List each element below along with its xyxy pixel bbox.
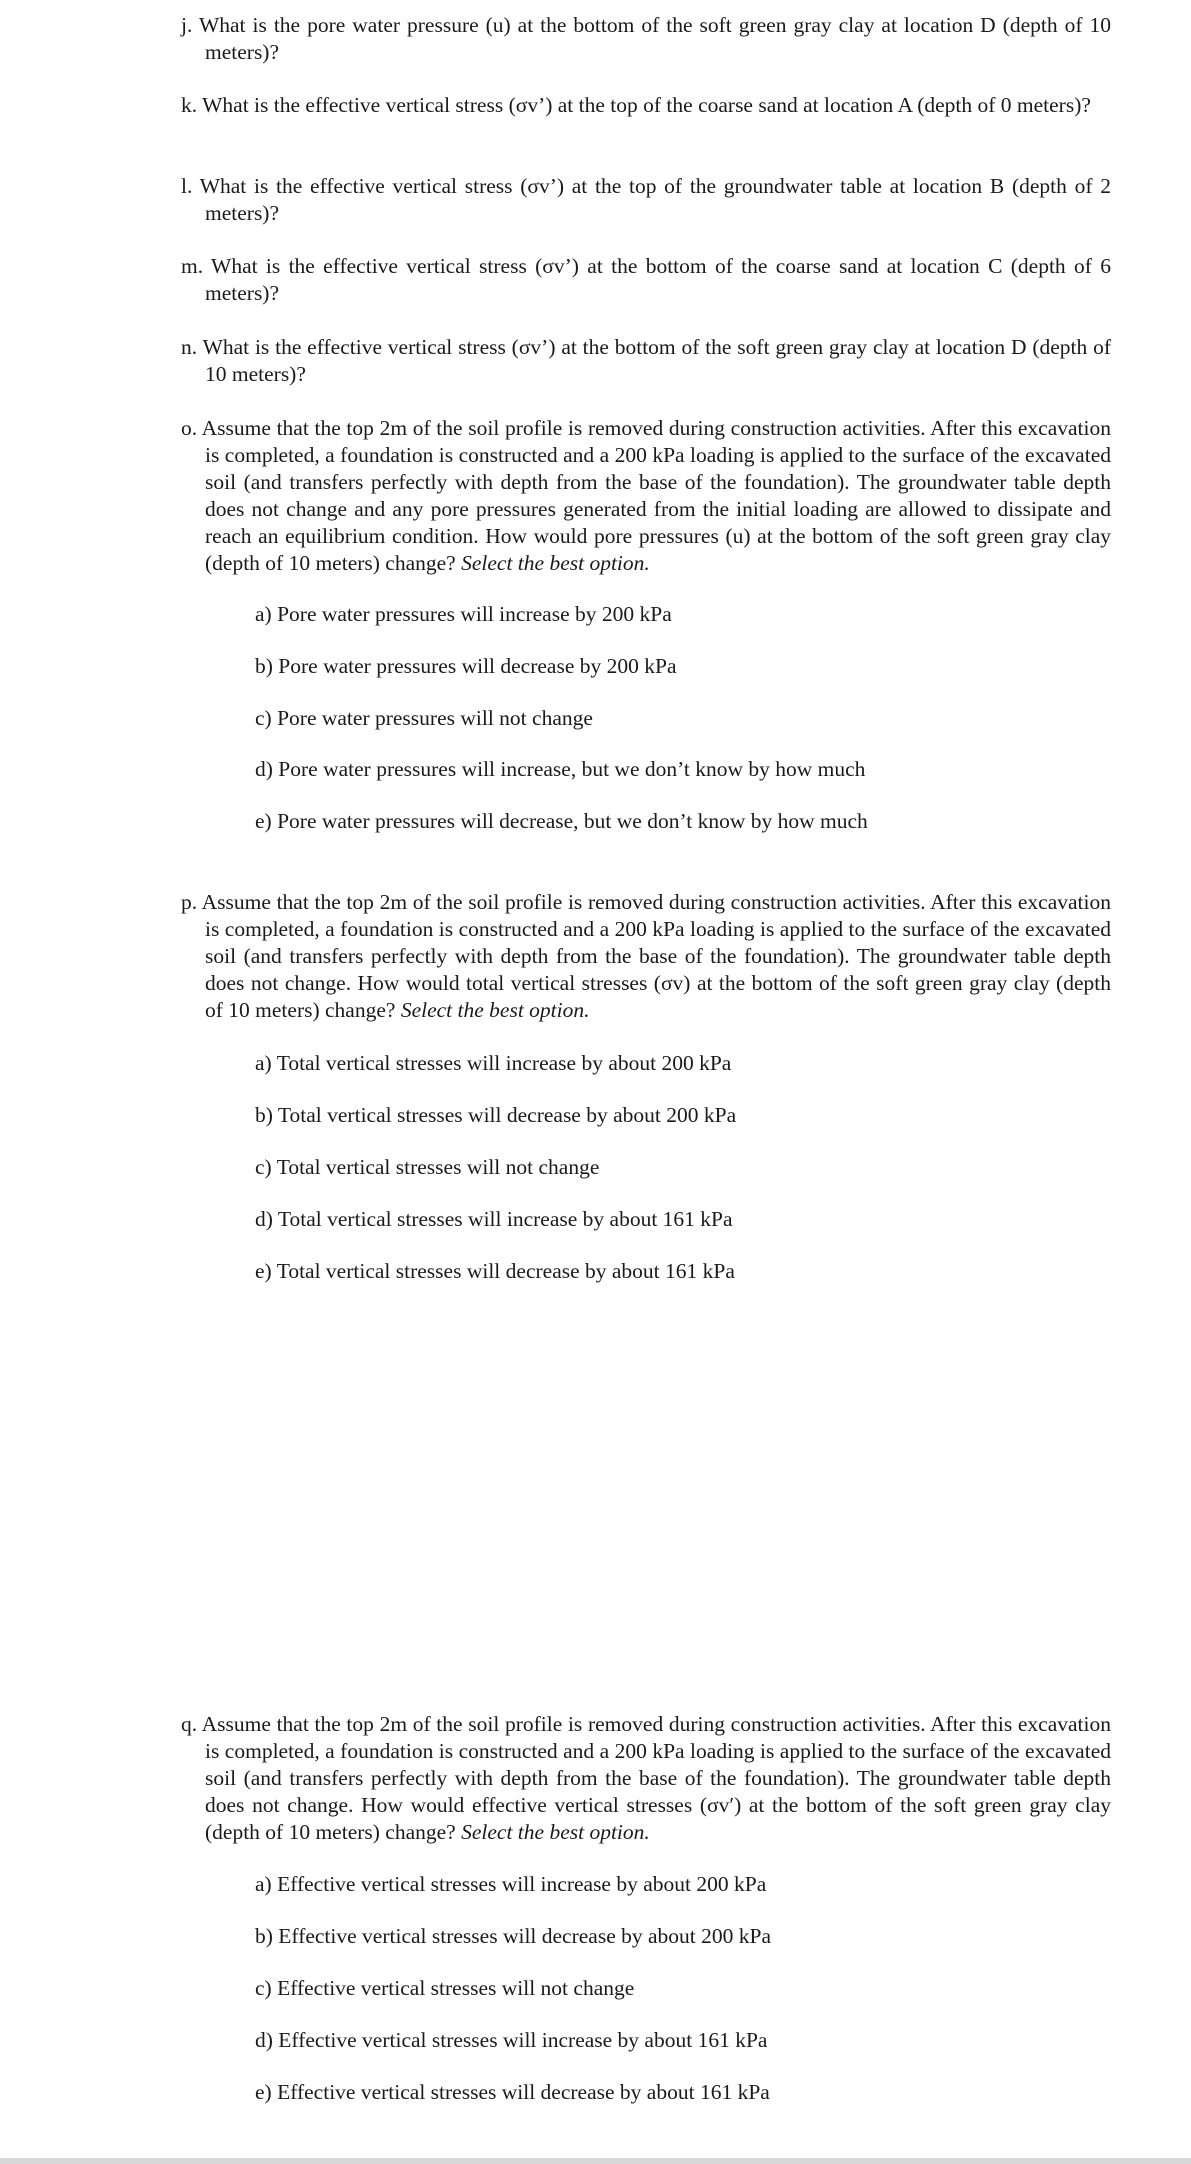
answer-option-a[interactable]: a) Total vertical stresses will increase by about 200 kPa [255,1051,732,1075]
question-text: What is the effective vertical stress (σv’) at the top of the coarse sand at location A (depth of 0 meters)? [202,93,1091,117]
answer-option-d[interactable]: d) Total vertical stresses will increase by about 161 kPa [255,1207,733,1231]
question-letter: l. [181,174,193,198]
answer-option-b[interactable]: b) Pore water pressures will decrease by 200 kPa [255,654,677,678]
question-letter: n. [181,335,198,359]
answer-option-d[interactable]: d) Effective vertical stresses will increase by about 161 kPa [255,2028,768,2052]
question-instruction: Select the best option. [400,998,590,1022]
answer-option-c[interactable]: c) Pore water pressures will not change [255,706,593,730]
question-text: Assume that the top 2m of the soil profile is removed during construction activities. After this excavation is completed, a foundation is constructed and a 200 kPa loading is applied to the surface of the excavated soil (and transfers perfectly with depth from the base of the foundation). The groundwater table depth does not change. How would total vertical stresses (σv) at the bottom of the soft green gray clay (depth of 10 meters) change? [201,890,1111,1022]
answer-option-b[interactable]: b) Total vertical stresses will decrease by about 200 kPa [255,1103,737,1127]
question-l [181,173,1111,227]
question-m [181,253,1111,307]
question-letter: j. [181,13,193,37]
question-letter: m. [181,254,204,278]
question-n [181,334,1111,388]
question-text: What is the effective vertical stress (σv’) at the bottom of the soft green gray clay at location D (depth of 10 meters)? [202,335,1111,386]
question-text: What is the pore water pressure (u) at the bottom of the soft green gray clay at location D (depth of 10 meters)? [198,13,1111,64]
question-text: What is the effective vertical stress (σv’) at the bottom of the coarse sand at location C (depth of 6 meters)? [205,254,1111,305]
question-letter: p. [181,890,198,914]
question-letter: o. [181,416,198,440]
answer-option-e[interactable]: e) Total vertical stresses will decrease by about 161 kPa [255,1259,735,1283]
question-instruction: Select the best option. [461,1820,650,1844]
question-p [181,889,1111,1024]
answer-option-d[interactable]: d) Pore water pressures will increase, but we don’t know by how much [255,757,866,781]
answer-option-c[interactable]: c) Effective vertical stresses will not change [255,1976,635,2000]
answer-option-c[interactable]: c) Total vertical stresses will not change [255,1155,600,1179]
answer-option-a[interactable]: a) Effective vertical stresses will increase by about 200 kPa [255,1872,767,1896]
question-letter: q. [181,1712,198,1736]
answer-option-e[interactable]: e) Pore water pressures will decrease, but we don’t know by how much [255,809,868,833]
question-o [181,415,1111,577]
question-instruction: Select the best option. [461,551,650,575]
question-text: What is the effective vertical stress (σv’) at the top of the groundwater table at location B (depth of 2 meters)? [199,174,1111,225]
answer-option-b[interactable]: b) Effective vertical stresses will decrease by about 200 kPa [255,1924,772,1948]
question-k [181,92,1111,119]
answer-option-e[interactable]: e) Effective vertical stresses will decrease by about 161 kPa [255,2080,770,2104]
question-text: Assume that the top 2m of the soil profile is removed during construction activities. After this excavation is completed, a foundation is constructed and a 200 kPa loading is applied to the surface of the excavated soil (and transfers perfectly with depth from the base of the foundation). The groundwater table depth does not change. How would effective vertical stresses (σv′) at the bottom of the soft green gray clay (depth of 10 meters) change? [201,1712,1111,1844]
question-j [181,12,1111,66]
page-bottom-divider [0,2158,1191,2164]
answer-option-a[interactable]: a) Pore water pressures will increase by 200 kPa [255,602,672,626]
question-letter: k. [181,93,198,117]
question-text: Assume that the top 2m of the soil profile is removed during construction activities. After this excavation is completed, a foundation is constructed and a 200 kPa loading is applied to the surface of the excavated soil (and transfers perfectly with depth from the base of the foundation). The groundwater table depth does not change and any pore pressures generated from the initial loading are allowed to dissipate and reach an equilibrium condition. How would pore pressures (u) at the bottom of the soft green gray clay (depth of 10 meters) change? [201,416,1111,575]
question-q [181,1711,1111,1846]
